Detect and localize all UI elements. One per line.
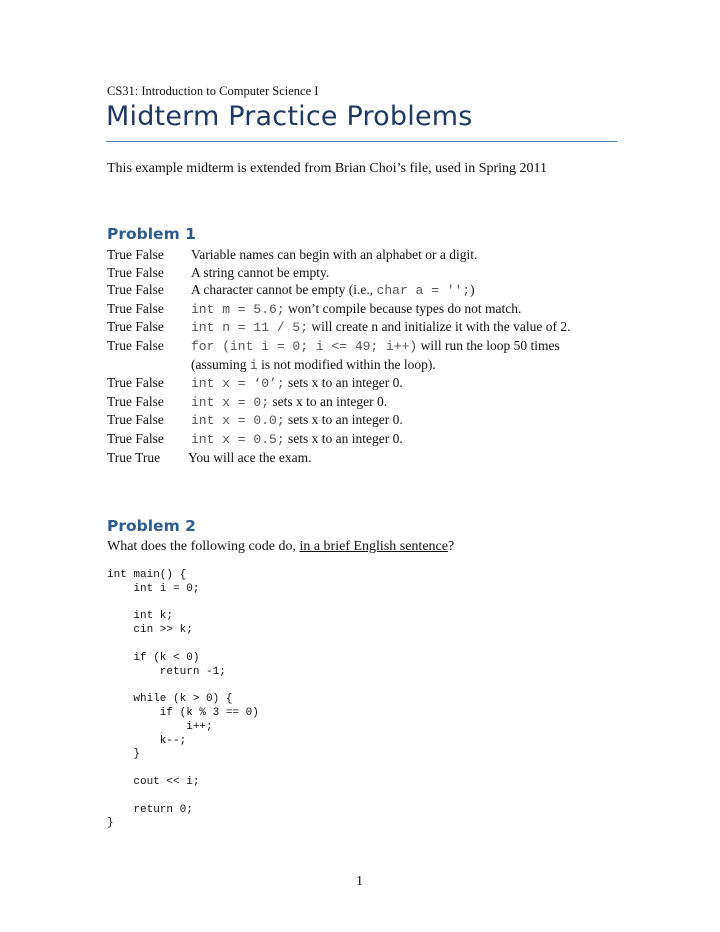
problem-2-heading: Problem 2 [107,517,196,535]
inline-code: int x = 0.5; [191,431,285,447]
statement-text [191,411,667,430]
true-false-statement [107,430,667,449]
question-text: What does the following code do, [107,539,300,554]
statement-fragment: sets x to an integer 0. [284,430,403,446]
true-false-statement [107,264,667,282]
statement-text [191,356,667,375]
statement-fragment: A string cannot be empty. [191,264,330,280]
statement-text [191,430,667,449]
inline-code: i [249,357,258,373]
statement-fragment: is not modified within the loop). [257,356,436,372]
statement-fragment: will run the loop 50 times [417,337,560,353]
inline-code: int x = 0; [191,394,270,410]
true-false-statement [107,246,667,264]
true-false-statement [107,449,667,467]
true-false-statement [107,337,667,356]
statement-text [191,300,667,319]
true-false-list [107,246,667,466]
code-listing: int main() { int i = 0; int k; cin >> k; if (k < 0) return -1; while (k > 0) { if (k % 3 == 0) i++; k--; } cout << i; return 0; } [107,569,259,830]
true-false-choice: True False [107,337,164,353]
statement-text [191,318,667,337]
page-number: 1 [356,874,363,889]
statement-continuation [107,356,667,375]
inline-code: int x = ‘0’; [191,376,285,392]
true-false-choice: True False [107,430,164,446]
statement-text [191,374,667,393]
statement-text [188,449,667,467]
statement-fragment: You will ace the exam. [188,449,312,465]
statement-fragment: ) [470,282,475,298]
true-false-statement [107,318,667,337]
true-false-choice: True False [107,282,164,298]
true-false-statement [107,300,667,319]
course-label: CS31: Introduction to Computer Science I [107,84,319,98]
statement-text [191,264,667,282]
inline-code: int x = 0.0; [191,413,285,429]
true-false-statement [107,374,667,393]
statement-text [191,337,667,356]
statement-text [191,281,667,300]
statement-fragment: sets x to an integer 0. [284,412,403,428]
problem-2-question [107,539,454,555]
statement-fragment: will create n and initialize it with the value of 2. [308,319,571,335]
question-underlined-text: in a brief English sentence [299,539,448,554]
true-false-choice: True False [107,375,164,391]
true-false-choice: True False [107,264,164,280]
true-false-choice: True False [107,412,164,428]
true-false-statement [107,411,667,430]
statement-fragment: Variable names can begin with an alphabet or a digit. [191,247,478,262]
problem-1-heading: Problem 1 [107,225,196,243]
page-title: Midterm Practice Problems [106,101,473,132]
statement-text [191,246,667,264]
statement-fragment: sets x to an integer 0. [284,375,403,391]
true-false-choice: True False [107,393,164,409]
true-false-choice: True False [107,247,164,262]
statement-text [191,393,667,412]
inline-code: int n = 11 / 5; [191,320,309,336]
inline-code: for (int i = 0; i <= 49; i++) [191,338,418,354]
true-false-choice: True False [107,300,164,316]
true-false-statement [107,393,667,412]
true-false-choice: True False [107,319,164,335]
statement-fragment: won’t compile because types do not match. [284,300,522,316]
title-underline-rule [106,141,617,142]
inline-code: char a = ''; [376,283,471,299]
true-false-statement [107,281,667,300]
true-false-choice: True True [107,449,161,465]
statement-fragment: sets x to an integer 0. [269,393,388,409]
inline-code: int m = 5.6; [191,301,285,317]
intro-text: This example midterm is extended from Brian Choi’s file, used in Spring 2011 [107,161,548,176]
statement-fragment: A character cannot be empty (i.e., [191,282,377,298]
question-end: ? [447,539,455,554]
statement-fragment: (assuming [191,356,250,372]
